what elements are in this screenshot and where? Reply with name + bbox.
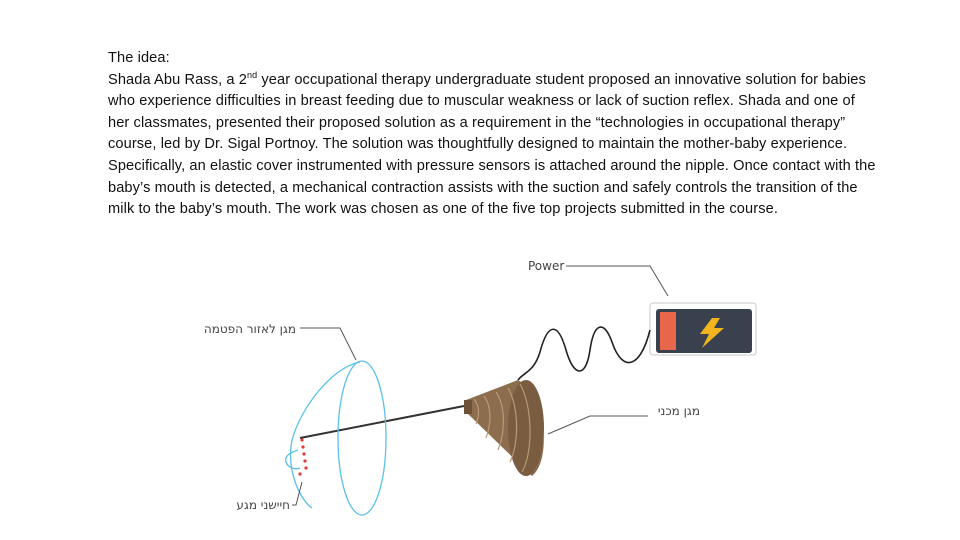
power-leader-line <box>566 266 668 296</box>
battery-icon <box>650 303 756 355</box>
intro-text: Shada Abu Rass, a 2 <box>108 71 248 88</box>
power-wire <box>518 327 650 380</box>
mechanical-cover-label: מגן מכני <box>657 404 700 418</box>
power-label: Power <box>528 259 565 273</box>
ordinal-suffix: nd <box>247 69 258 80</box>
breast-cover-leader-line <box>300 328 356 360</box>
touch-sensors-label: חיישני מגע <box>236 498 290 512</box>
connecting-rod <box>300 406 464 438</box>
touch-sensor-dots <box>298 438 307 475</box>
heading: The idea: <box>108 50 170 66</box>
mechanical-cover-cone <box>464 380 544 476</box>
body-text: year occupational therapy undergraduate student proposed an innovative solution for babies who experience difficulties in breast feeding due to muscular weakness or lack of suction reflex. Shada and one of her classmates, presented their proposed solution as a requirement in the “technologies in occupational therapy” course, led by Dr. Sigal Portnoy. The solution was thoughtfully designed to maintain the mother-baby experience. Specifically, an elastic cover instrumented with pressure sensors is attached around the nipple. Once contact with the baby’s mouth is detected, a mechanical contraction assists with the suction and safely controls the transition of the milk to the baby’s mouth. The work was chosen as one of the five top projects submitted in the course. <box>108 71 876 218</box>
breast-cover-label: מגן לאזור הפטמה <box>203 322 296 336</box>
mechanical-cover-leader-line <box>548 416 648 434</box>
